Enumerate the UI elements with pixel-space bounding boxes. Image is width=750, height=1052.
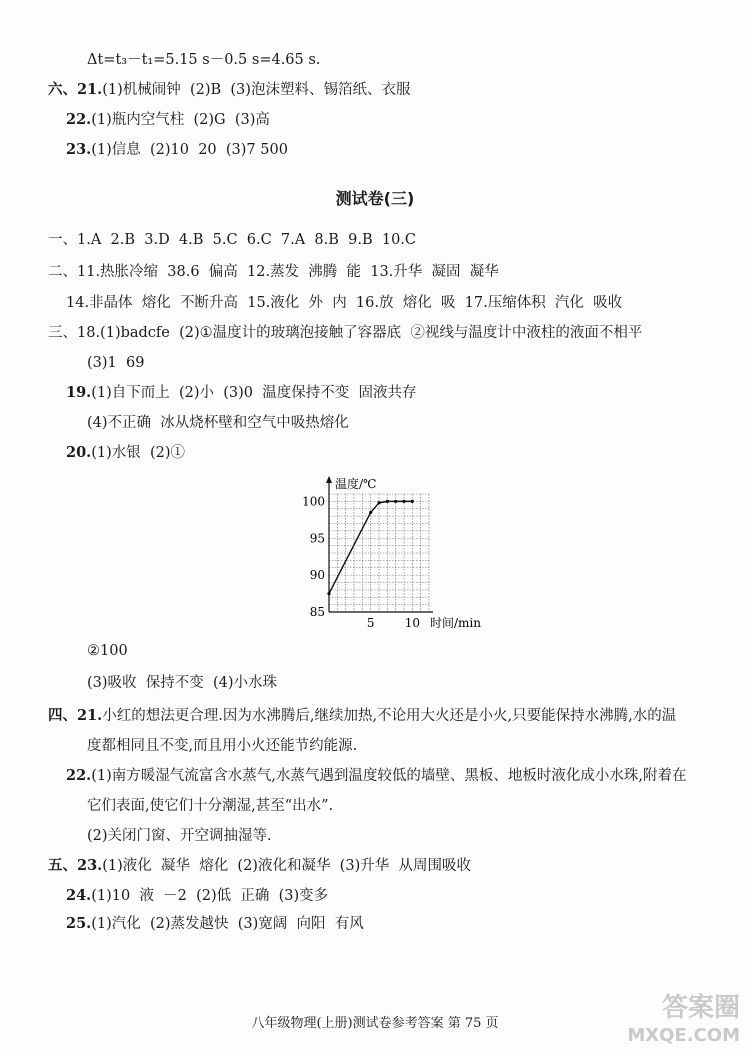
data-point <box>394 500 397 503</box>
answer-line-19 <box>66 383 416 403</box>
y-tick-label: 90 <box>309 568 325 583</box>
answer-line-21-six <box>48 80 410 100</box>
answer-line-24 <box>66 886 328 906</box>
y-axis-arrow <box>326 476 332 483</box>
question-number: 20. <box>66 444 92 461</box>
answer-text: (1)自下而上 (2)小 (3)0 温度保持不变 固液共存 <box>91 385 417 401</box>
data-point <box>377 501 380 504</box>
answer-text: (1)10 液 －2 (2)低 正确 (3)变多 <box>91 888 329 904</box>
x-tick-label: 10 <box>404 616 420 630</box>
question-number: 23. <box>66 141 92 158</box>
question-number: 四、21. <box>48 707 103 724</box>
answer-text: (1)南方暖湿气流富含水蒸气,水蒸气遇到温度较低的墙壁、黑板、地板时液化成小水珠,附着在 <box>91 768 687 784</box>
answer-line-22-four <box>66 766 687 786</box>
data-point <box>369 511 372 514</box>
y-axis-label: 温度/℃ <box>335 477 377 491</box>
answer-line-18: 三、18.(1)badcfe (2)①温度计的玻璃泡接触了容器底 ②视线与温度计中液柱的液面不相平 <box>48 325 643 341</box>
chart-axes <box>326 476 433 612</box>
chart-grid <box>329 494 429 612</box>
answer-text: (1)水银 (2)① <box>91 445 186 461</box>
answer-text: 小红的想法更合理.因为水沸腾后,继续加热,不论用大火还是小火,只要能保持水沸腾,水的温 <box>102 708 677 724</box>
answer-line-25 <box>66 914 364 934</box>
answer-line-19-4: (4)不正确 冰从烧杯壁和空气中吸热熔化 <box>87 415 349 431</box>
answer-line-22-four-2: (2)关闭门窗、开空调抽湿等. <box>87 828 272 844</box>
y-tick-label: 100 <box>302 494 325 509</box>
x-tick-label: 5 <box>366 616 375 630</box>
answer-line-22-six <box>66 110 270 130</box>
temperature-time-chart <box>302 470 505 630</box>
answer-text: (1)瓶内空气柱 (2)G (3)高 <box>91 112 270 128</box>
answer-line-section-2: 二、11.热胀冷缩 38.6 偏高 12.蒸发 沸腾 能 13.升华 凝固 凝华 <box>48 264 499 280</box>
answer-line-23-six <box>66 140 288 160</box>
question-number: 25. <box>66 915 92 932</box>
section-title: 测试卷(三) <box>335 189 415 208</box>
chart-series <box>327 500 414 595</box>
data-point <box>327 592 330 595</box>
data-point <box>411 500 414 503</box>
answer-line-23-five <box>48 856 471 876</box>
question-number: 19. <box>66 384 92 401</box>
answer-line-21-four-cont: 度都相同且不变,而且用小火还能节约能源. <box>87 738 358 754</box>
answer-text: (1)信息 (2)10 20 (3)7 500 <box>91 142 288 158</box>
answer-line-14-17: 14.非晶体 熔化 不断升高 15.液化 外 内 16.放 熔化 吸 17.压缩体积 汽化 吸收 <box>66 295 623 311</box>
page-footer: 八年级物理(上册)测试卷参考答案 第 75 页 <box>251 1016 499 1031</box>
chart-ticks <box>302 494 420 630</box>
answer-line-20 <box>66 443 185 463</box>
answer-line-delta-t: Δt=t₃－t₁=5.15 s－0.5 s=4.65 s. <box>87 52 321 68</box>
answer-text: (1)汽化 (2)蒸发越快 (3)宽阔 向阳 有风 <box>91 916 364 932</box>
question-number: 22. <box>66 767 92 784</box>
answer-line-22-four-cont: 它们表面,使它们十分潮湿,甚至“出水”. <box>87 798 334 814</box>
answer-line-21-four <box>48 706 676 726</box>
answer-text: (1)液化 凝华 熔化 (2)液化和凝华 (3)升华 从周围吸收 <box>102 858 471 874</box>
answer-line-20-2: ②100 <box>87 643 128 659</box>
answer-line-section-1: 一、1.A 2.B 3.D 4.B 5.C 6.C 7.A 8.B 9.B 10.C <box>48 232 417 248</box>
answer-text: (1)机械闹钟 (2)B (3)泡沫塑料、锡箔纸、衣服 <box>102 82 411 98</box>
answer-line-18-3: (3)1 69 <box>87 355 145 371</box>
x-axis-label: 时间/min <box>430 616 481 630</box>
question-number: 五、23. <box>48 857 103 874</box>
watermark-logo: 答案圈 MXQE.COM <box>627 993 740 1046</box>
data-point <box>402 500 405 503</box>
data-point <box>386 500 389 503</box>
y-tick-label: 85 <box>309 605 325 619</box>
question-number: 24. <box>66 887 92 904</box>
y-tick-label: 95 <box>309 531 325 546</box>
answer-line-20-3: (3)吸收 保持不变 (4)小水珠 <box>87 675 278 691</box>
question-number: 22. <box>66 111 92 128</box>
question-number: 六、21. <box>48 81 103 98</box>
